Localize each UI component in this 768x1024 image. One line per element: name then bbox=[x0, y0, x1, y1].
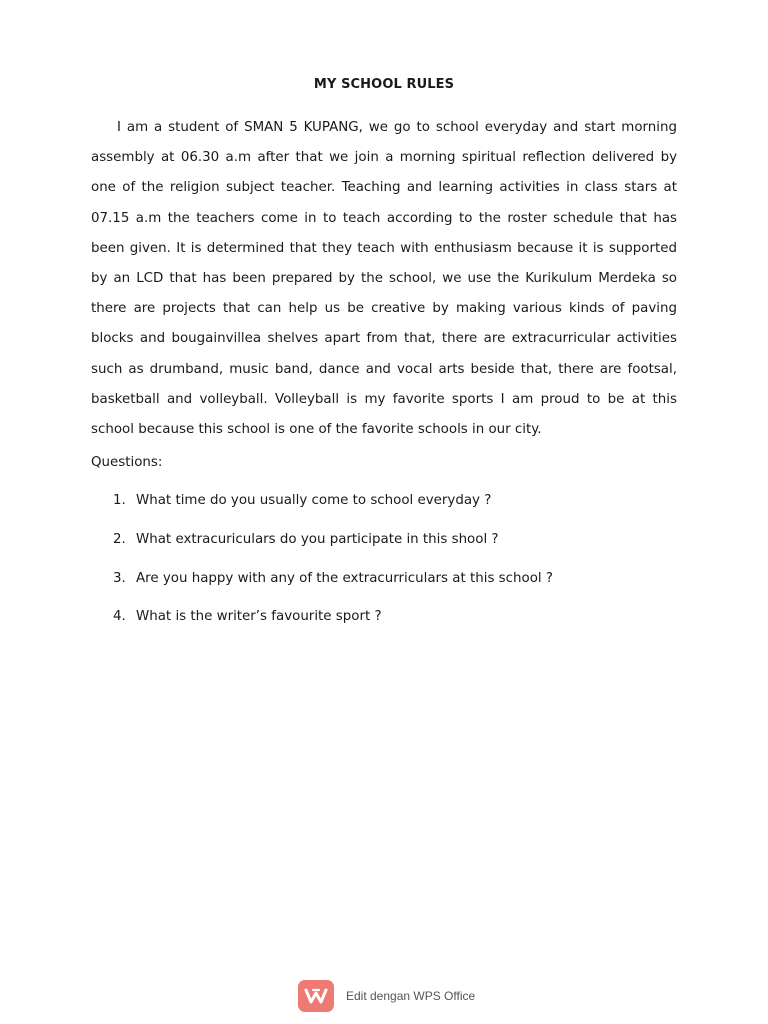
question-number: 4. bbox=[113, 609, 126, 625]
wps-footer[interactable] bbox=[298, 980, 475, 1012]
question-text: Are you happy with any of the extracurriculars at this school ? bbox=[136, 570, 553, 586]
question-text: What time do you usually come to school everyday ? bbox=[136, 493, 492, 508]
question-text: What is the writer’s favourite sport ? bbox=[136, 609, 382, 625]
document-title: MY SCHOOL RULES bbox=[313, 77, 455, 92]
body-paragraph: I am a student of SMAN 5 KUPANG, we go to school everyday and start morning assembly at 06.30 a.m after that we join a morning spiritual reflection delivered by one of the religion subject teacher. Teaching and learning activities in class stars at 07.15 a.m the teachers come in to teach according to the roster schedule that has been given. It is determined that they teach with enthusiasm because it is supported by an LCD that has been prepared by the school, we use the Kurikulum Merdeka so there are projects that can help us be creative by making various kinds of paving blocks and bougainvillea shelves apart from that, there are extracurricular activities such as drumband, music band, dance and vocal arts beside that, there are footsal, basketball and volleyball. Volleyball is my favorite sports I am proud to be at this school because this school is one of the favorite schools in our city. bbox=[91, 120, 677, 438]
question-text: What extracuriculars do you participate in this shool ? bbox=[136, 531, 499, 547]
question-number: 2. bbox=[113, 531, 126, 547]
questions-label: Questions: bbox=[91, 455, 163, 470]
wps-office-logo-icon bbox=[298, 980, 334, 1012]
footer-label: Edit dengan WPS Office bbox=[346, 989, 476, 1003]
question-number: 1. bbox=[113, 493, 126, 508]
question-number: 3. bbox=[113, 570, 126, 586]
